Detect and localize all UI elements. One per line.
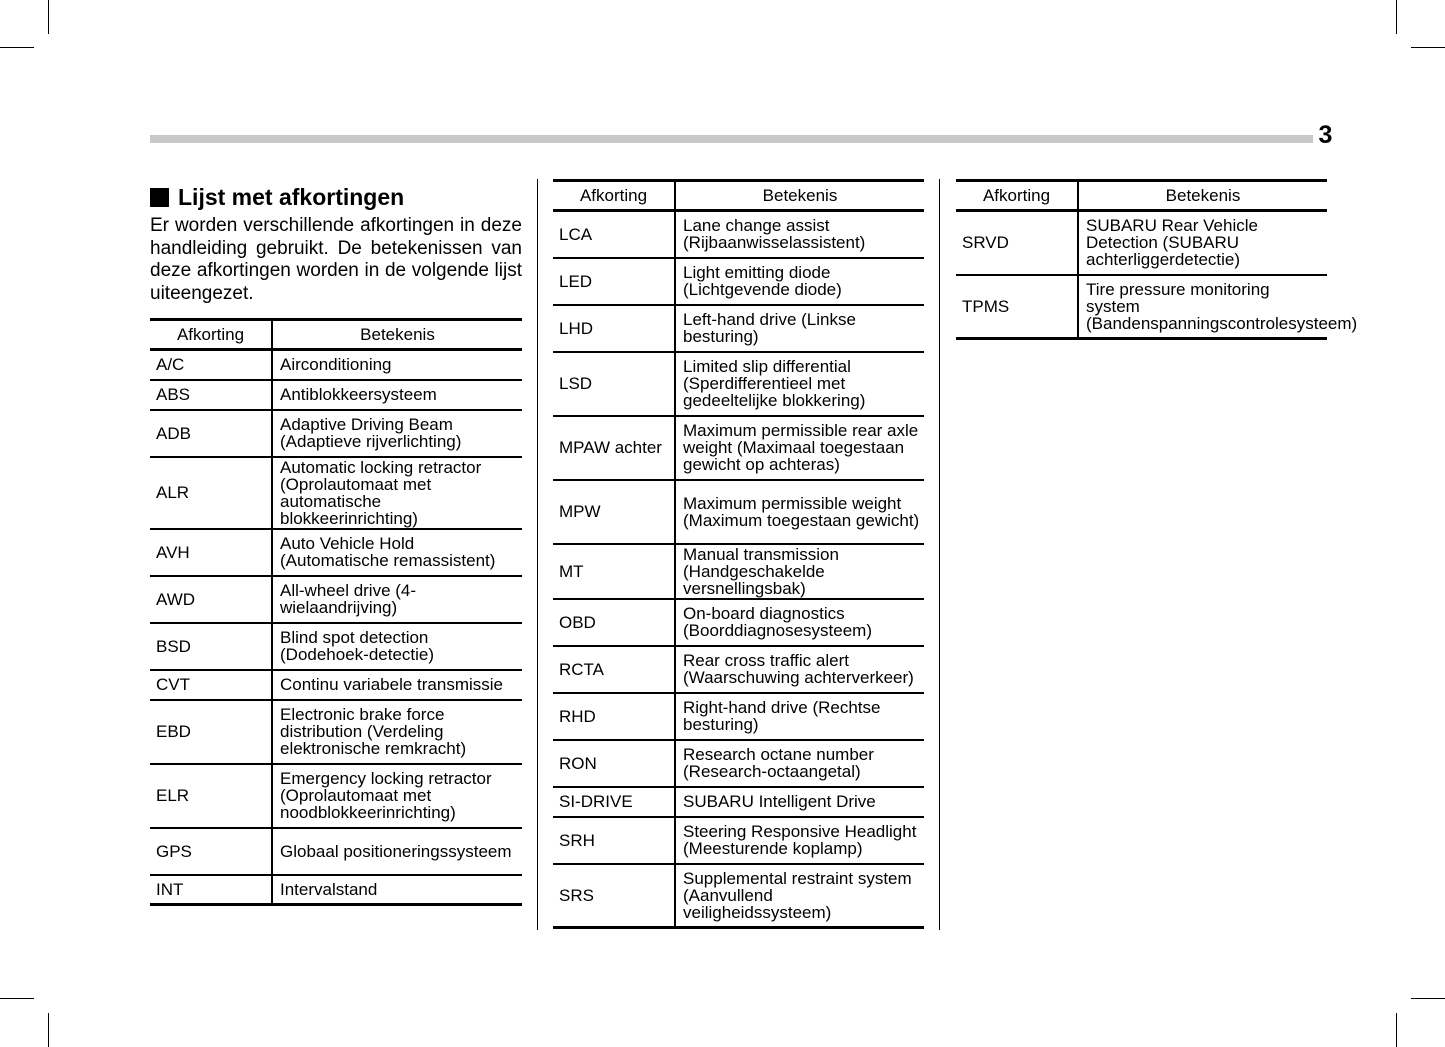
crop-mark xyxy=(1396,1013,1397,1047)
table-row xyxy=(553,305,924,352)
table-row xyxy=(553,352,924,416)
table-row xyxy=(553,416,924,480)
meaning-cell: Globaal positioneringssysteem xyxy=(272,828,522,875)
meaning-cell: Right-hand drive (Rechtse besturing) xyxy=(675,693,924,740)
table-row xyxy=(553,693,924,740)
meaning-cell: Automatic locking retractor (Oprolautomaat met automatische blokkeerinrichting) xyxy=(272,457,522,529)
abbreviation-cell: RHD xyxy=(553,693,675,740)
meaning-cell: Rear cross traffic alert (Waarschuwing achterverkeer) xyxy=(675,646,924,693)
table-row xyxy=(553,787,924,817)
abbreviation-cell: CVT xyxy=(150,670,272,700)
table-row xyxy=(150,670,522,700)
table-row xyxy=(150,828,522,875)
meaning-cell: Emergency locking retractor (Oprolautomaat met noodblokkeerinrichting) xyxy=(272,764,522,828)
abbreviation-cell: A/C xyxy=(150,350,272,380)
abbreviation-cell: ADB xyxy=(150,410,272,457)
crop-mark xyxy=(0,47,34,48)
table-row xyxy=(150,350,522,380)
table-row xyxy=(553,864,924,928)
table-row xyxy=(553,740,924,787)
header-meaning: Betekenis xyxy=(675,181,924,211)
abbreviation-cell: MT xyxy=(553,544,675,599)
abbreviation-cell: SRVD xyxy=(956,211,1078,275)
abbreviation-cell: ALR xyxy=(150,457,272,529)
table-row xyxy=(553,480,924,544)
meaning-cell: Light emitting diode (Lichtgevende diode) xyxy=(675,258,924,305)
intro-paragraph: Er worden verschillende afkortingen in deze handleiding gebruikt. De betekenissen van deze afkortingen worden in de volgende lijst uiteengezet. xyxy=(150,215,522,304)
table-row xyxy=(150,623,522,670)
table-row xyxy=(150,764,522,828)
meaning-cell: Airconditioning xyxy=(272,350,522,380)
abbreviation-cell: LCA xyxy=(553,211,675,258)
abbreviation-cell: ABS xyxy=(150,380,272,410)
crop-mark xyxy=(48,0,49,34)
section-title xyxy=(150,182,530,212)
meaning-cell: All-wheel drive (4-wielaandrijving) xyxy=(272,576,522,623)
abbreviation-cell: ELR xyxy=(150,764,272,828)
table-row xyxy=(553,211,924,258)
meaning-cell: Left-hand drive (Linkse besturing) xyxy=(675,305,924,352)
meaning-cell: Manual transmission (Handgeschakelde versnellingsbak) xyxy=(675,544,924,599)
abbreviation-table xyxy=(553,179,924,929)
crop-mark xyxy=(1396,0,1397,34)
meaning-cell: Blind spot detection (Dodehoek-detectie) xyxy=(272,623,522,670)
abbreviation-cell: SRS xyxy=(553,864,675,928)
crop-mark xyxy=(48,1013,49,1047)
page-number: 3 xyxy=(1318,121,1333,149)
meaning-cell: Maximum permissible weight (Maximum toegestaan gewicht) xyxy=(675,480,924,544)
abbreviation-cell: BSD xyxy=(150,623,272,670)
meaning-cell: Intervalstand xyxy=(272,875,522,905)
abbreviation-cell: SRH xyxy=(553,817,675,864)
header-meaning: Betekenis xyxy=(1078,181,1327,211)
abbreviation-cell: RCTA xyxy=(553,646,675,693)
column-divider xyxy=(939,179,940,930)
meaning-cell: Adaptive Driving Beam (Adaptieve rijverlichting) xyxy=(272,410,522,457)
header-abbreviation: Afkorting xyxy=(956,181,1078,211)
header-meaning: Betekenis xyxy=(272,320,522,350)
meaning-cell: Electronic brake force distribution (Verdeling elektronische remkracht) xyxy=(272,700,522,764)
abbreviation-cell: LSD xyxy=(553,352,675,416)
table-row xyxy=(150,380,522,410)
abbreviation-cell: LHD xyxy=(553,305,675,352)
header-abbreviation: Afkorting xyxy=(553,181,675,211)
table-row xyxy=(150,700,522,764)
table-row xyxy=(553,646,924,693)
meaning-cell: Antiblokkeersysteem xyxy=(272,380,522,410)
abbreviation-cell: OBD xyxy=(553,599,675,646)
table-row xyxy=(150,576,522,623)
meaning-cell: SUBARU Rear Vehicle Detection (SUBARU achterliggerdetectie) xyxy=(1078,211,1327,275)
abbreviation-cell: AWD xyxy=(150,576,272,623)
abbreviation-table xyxy=(150,318,522,906)
table-row xyxy=(956,211,1327,275)
crop-mark xyxy=(1411,47,1445,48)
meaning-cell: Maximum permissible rear axle weight (Maximaal toegestaan gewicht op achteras) xyxy=(675,416,924,480)
crop-mark xyxy=(0,998,34,999)
abbreviation-cell: MPW xyxy=(553,480,675,544)
meaning-cell: Limited slip differential (Sperdifferentieel met gedeeltelijke blokkering) xyxy=(675,352,924,416)
table-row xyxy=(956,275,1327,339)
square-bullet-icon xyxy=(150,188,169,207)
abbreviation-cell: LED xyxy=(553,258,675,305)
section-title-text: Lijst met afkortingen xyxy=(178,184,405,210)
abbreviation-cell: RON xyxy=(553,740,675,787)
meaning-cell: Steering Responsive Headlight (Meesturende koplamp) xyxy=(675,817,924,864)
header-bar xyxy=(150,135,1313,143)
meaning-cell: Research octane number (Research-octaangetal) xyxy=(675,740,924,787)
table-row xyxy=(150,529,522,576)
table-row xyxy=(553,599,924,646)
column-divider xyxy=(537,179,538,930)
abbreviation-cell: GPS xyxy=(150,828,272,875)
table-row xyxy=(150,410,522,457)
meaning-cell: On-board diagnostics (Boorddiagnosesysteem) xyxy=(675,599,924,646)
abbreviation-cell: AVH xyxy=(150,529,272,576)
table-row xyxy=(553,258,924,305)
meaning-cell: Lane change assist (Rijbaanwisselassistent) xyxy=(675,211,924,258)
meaning-cell: Auto Vehicle Hold (Automatische remassistent) xyxy=(272,529,522,576)
abbreviation-cell: MPAW achter xyxy=(553,416,675,480)
table-row xyxy=(150,875,522,905)
meaning-cell: Supplemental restraint system (Aanvullend veiligheidssysteem) xyxy=(675,864,924,928)
abbreviation-cell: INT xyxy=(150,875,272,905)
crop-mark xyxy=(1411,998,1445,999)
abbreviation-cell: EBD xyxy=(150,700,272,764)
table-row xyxy=(553,544,924,599)
table-row xyxy=(553,817,924,864)
header-abbreviation: Afkorting xyxy=(150,320,272,350)
abbreviation-cell: TPMS xyxy=(956,275,1078,339)
meaning-cell: SUBARU Intelligent Drive xyxy=(675,787,924,817)
table-row xyxy=(150,457,522,529)
abbreviation-table xyxy=(956,179,1358,340)
meaning-cell: Continu variabele transmissie xyxy=(272,670,522,700)
meaning-cell: Tire pressure monitoring system (Bandenspanningscontrolesysteem) xyxy=(1078,275,1327,339)
abbreviation-cell: SI-DRIVE xyxy=(553,787,675,817)
